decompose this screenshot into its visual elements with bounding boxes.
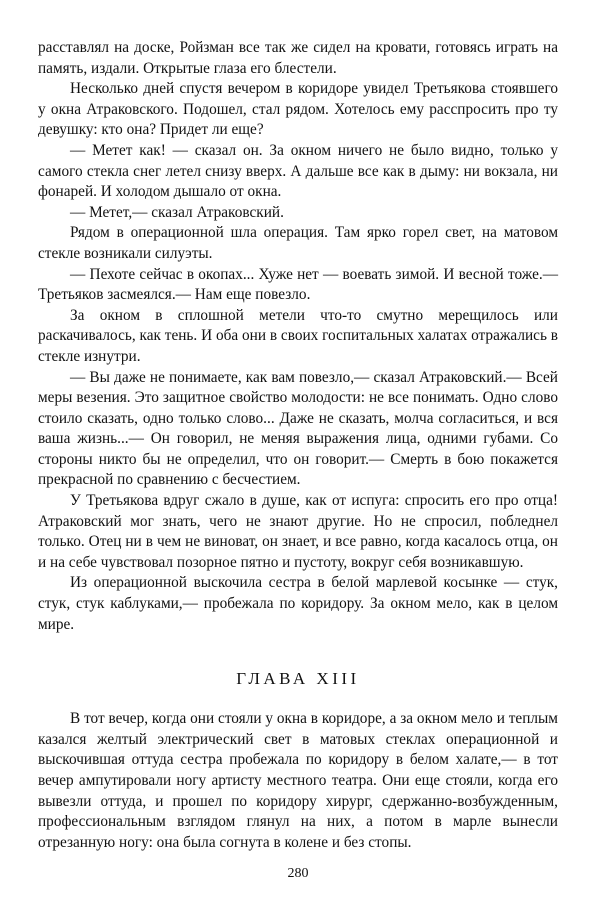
- chapter-heading: ГЛАВА XIII: [236, 669, 360, 689]
- paragraph: — Пехоте сейчас в окопах... Хуже нет — воевать зимой. И весной тоже.— Третьяков засмеялся.— Нам еще повезло.: [38, 265, 558, 304]
- chapter-12-text: [38, 38, 558, 635]
- paragraph: В тот вечер, когда они стояли у окна в коридоре, а за окном мело и теплым казался желтый электрический свет в матовых стеклах операционной и выскочившая оттуда сестра пробежала по коридору в белом халате,— в тот вечер ампутировали ногу артисту местного театра. Они еще стояли, когда его вывезли оттуда, и прошел по коридору хирург, сдержанно-возбужденным, профессиональным взглядом глянул на них, а потом в марле вынесли отрезанную ногу: она была согнута в колене и без стопы.: [38, 710, 558, 851]
- paragraph: У Третьякова вдруг сжало в душе, как от испуга: спросить его про отца! Атраковский мог знать, чего не знают другие. Но не спросил, побледнел только. Отец ни в чем не виноват, он знает, и все равно, когда касалось отца, он и на себе чувствовал позорное пятно и пустоту, вокруг себя возникавшую.: [38, 492, 558, 571]
- page-number: 280: [287, 866, 309, 881]
- paragraph: Из операционной выскочила сестра в белой марлевой косынке — стук, стук, стук каблуками,— пробежала по коридору. За окном мело, как в целом мире.: [38, 574, 558, 633]
- book-page: [38, 38, 558, 898]
- paragraph: За окном в сплошной метели что-то смутно мерещилось или раскачивалось, как тень. И оба они в своих госпитальных халатах отражались в стекле изнутри.: [38, 306, 558, 365]
- paragraph: — Вы даже не понимаете, как вам повезло,— сказал Атраковский.— Всей меры везения. Это защитное свойство молодости: не все понимать. Одно слово стоило сказать, одно только слово... Даже не сказать, молча согласиться, и вся ваша жизнь...— Он говорил, не меняя выражения лица, одними губами. Со стороны никто бы не определил, что он говорит.— Смерть в бою покажется прекрасной по сравнению с бесчестием.: [38, 368, 558, 489]
- paragraph: — Метет как! — сказал он. За окном ничего не было видно, только у самого стекла снег летел снизу вверх. А дальше все как в дыму: ни вокзала, ни фонарей. И холодом дышало от окна.: [38, 141, 558, 201]
- paragraph: расставлял на доске, Ройзман все так же сидел на кровати, готовясь играть на память, издали. Открытые глаза его блестели.: [38, 39, 558, 77]
- paragraph: Несколько дней спустя вечером в коридоре увидел Третьякова стоявшего у окна Атраковского. Подошел, стал рядом. Хотелось ему расспросить про ту девушку: кто она? Придет ли еще?: [38, 80, 558, 139]
- paragraph: Рядом в операционной шла операция. Там ярко горел свет, на матовом стекле возникали силуэты.: [38, 224, 558, 262]
- chapter-13-text: [38, 709, 558, 853]
- paragraph: — Метет,— сказал Атраковский.: [70, 203, 284, 221]
